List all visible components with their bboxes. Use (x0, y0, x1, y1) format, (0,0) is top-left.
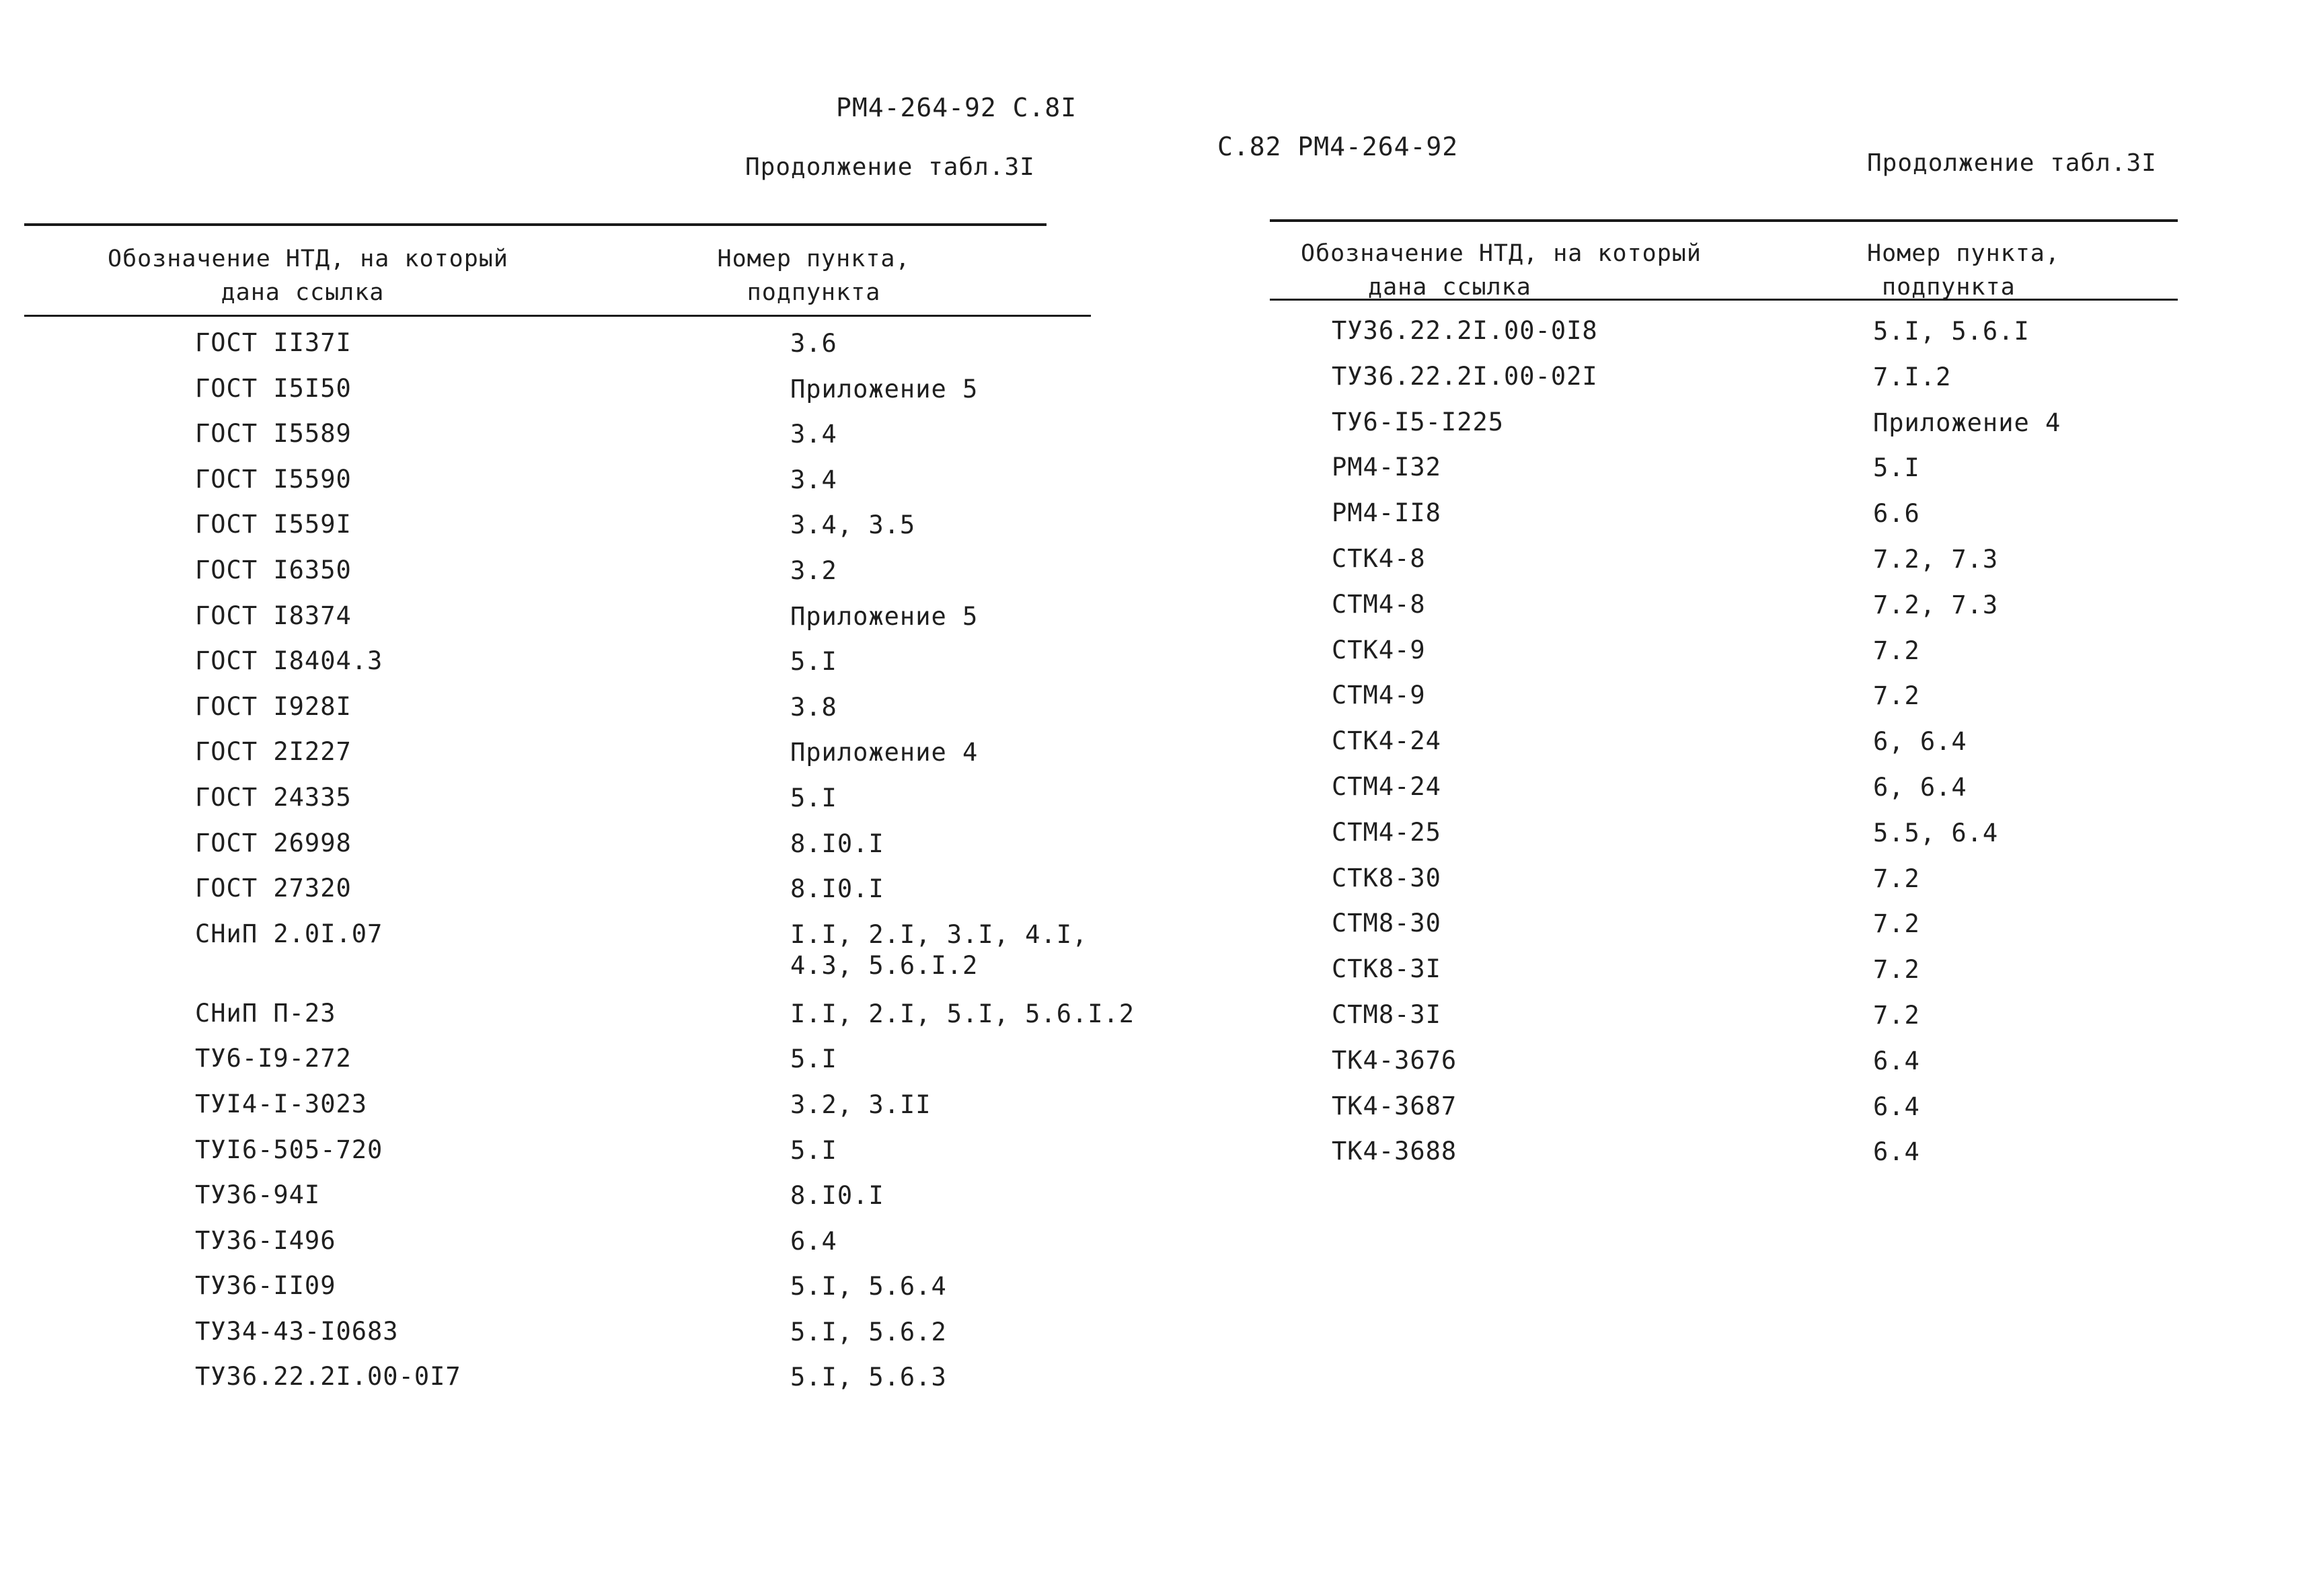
table-row (195, 692, 1137, 738)
table-row (195, 919, 1137, 999)
document-designation-cell: СТМ4-24 (1332, 771, 1441, 801)
document-designation-cell: ТУ36.22.2I.00-0I8 (1332, 316, 1598, 345)
table-row (195, 1044, 1137, 1090)
item-number-cell: 3.4, 3.5 (790, 510, 916, 540)
item-number-cell: 8.I0.I (790, 1181, 884, 1211)
document-designation-cell: ГОСТ 27320 (195, 874, 352, 903)
header-line: подпункта (747, 279, 881, 306)
table-row (1332, 498, 2273, 544)
item-number-cell: 6.4 (1873, 1092, 1920, 1121)
table-continuation-title: Продолжение табл.3I (1867, 149, 2157, 177)
document-designation-cell: ТУ34-43-I0683 (195, 1316, 399, 1346)
header-line: дана ссылка (221, 279, 385, 306)
item-number-cell: 3.4 (790, 465, 837, 494)
item-number-cell: 5.I, 5.6.I (1873, 317, 2030, 346)
table-continuation-title: Продолжение табл.3I (745, 153, 1035, 181)
table-row (1332, 1137, 2273, 1182)
item-number-cell: 5.I, 5.6.2 (790, 1317, 947, 1346)
item-number-cell: Приложение 5 (790, 374, 979, 404)
table-row (195, 556, 1137, 601)
table-row (195, 737, 1137, 783)
document-designation-cell: ГОСТ I5590 (195, 464, 352, 494)
item-number-cell: 7.I.2 (1873, 362, 1952, 391)
item-number-cell: I.I, 2.I, 5.I, 5.6.I.2 (790, 999, 1135, 1028)
document-designation-cell: ТУ36-II09 (195, 1271, 336, 1301)
table-row (195, 1362, 1137, 1408)
table-row (1332, 590, 2273, 636)
header-line: Обозначение НТД, на который (108, 245, 508, 272)
table-header-rule (24, 315, 1091, 317)
table-row (195, 999, 1137, 1044)
table-row (195, 1090, 1137, 1135)
document-designation-cell: СТМ4-9 (1332, 681, 1426, 710)
table-row (195, 646, 1137, 692)
table-row (195, 374, 1137, 420)
document-designation-cell: ТУ36-I496 (195, 1225, 336, 1255)
header-line: подпункта (1882, 274, 2016, 301)
item-number-cell: 7.2 (1873, 1000, 1920, 1030)
document-designation-cell: ТУI4-I-3023 (195, 1089, 368, 1118)
table-top-rule (24, 223, 1047, 226)
table-row (1332, 909, 2273, 954)
item-number-cell: 5.I, 5.6.3 (790, 1363, 947, 1392)
item-number-column-header (713, 242, 915, 309)
table-row (195, 465, 1137, 510)
table-row (1332, 362, 2273, 408)
table-row (195, 1135, 1137, 1181)
table-row (1332, 954, 2273, 1000)
table-row (195, 1226, 1137, 1272)
document-designation-cell: ТУ36-94I (195, 1180, 321, 1210)
table-row (195, 783, 1137, 829)
document-designation-cell: ГОСТ I928I (195, 691, 352, 721)
table-row (195, 829, 1137, 874)
document-designation-cell: РМ4-II8 (1332, 498, 1441, 528)
document-designation-cell: СТК4-9 (1332, 635, 1426, 664)
table-row (1332, 864, 2273, 909)
document-designation-cell: ТУI6-505-720 (195, 1135, 383, 1164)
document-designation-cell: ГОСТ I5I50 (195, 373, 352, 403)
table-row (1332, 726, 2273, 772)
item-number-cell: 5.I (790, 783, 837, 812)
item-number-cell: 8.I0.I (790, 874, 884, 904)
document-designation-cell: СТМ4-25 (1332, 817, 1441, 847)
document-designation-cell: СТК8-30 (1332, 863, 1441, 892)
document-designation-cell: ТУ36.22.2I.00-0I7 (195, 1362, 461, 1392)
document-designation-cell: ТУ36.22.2I.00-02I (1332, 361, 1598, 391)
item-number-cell: 7.2, 7.3 (1873, 590, 1999, 619)
item-number-column-header (1867, 237, 2060, 304)
item-number-cell: 7.2 (1873, 636, 1920, 665)
table-row (1332, 1092, 2273, 1137)
item-number-cell: 7.2 (1873, 909, 1920, 939)
table-row (195, 1317, 1137, 1363)
table-row (195, 601, 1137, 647)
reference-table-body (1332, 316, 2273, 1182)
document-designation-cell: ГОСТ I8374 (195, 601, 352, 630)
item-number-cell: 7.2, 7.3 (1873, 544, 1999, 574)
item-number-cell: 5.I, 5.6.4 (790, 1272, 947, 1301)
table-row (1332, 1046, 2273, 1092)
document-designation-cell: СТК8-3I (1332, 954, 1441, 984)
table-row (1332, 316, 2273, 362)
reference-table-body (195, 328, 1137, 1408)
item-number-cell: 6.4 (1873, 1046, 1920, 1075)
document-designation-cell: ТУ6-I5-I225 (1332, 407, 1505, 436)
designation-column-header (1301, 237, 1702, 304)
table-row (195, 510, 1137, 556)
item-number-cell: Приложение 5 (790, 601, 979, 631)
item-number-cell: 3.2 (790, 556, 837, 585)
header-line: Обозначение НТД, на который (1301, 240, 1702, 267)
item-number-cell: 7.2 (1873, 864, 1920, 893)
document-designation-cell: ТК4-3687 (1332, 1091, 1457, 1120)
item-number-cell: 6, 6.4 (1873, 772, 1967, 802)
document-designation-cell: РМ4-I32 (1332, 453, 1441, 482)
table-row (1332, 818, 2273, 864)
item-number-cell: 6.4 (1873, 1137, 1920, 1167)
document-designation-cell: ТК4-3688 (1332, 1137, 1457, 1166)
document-designation-cell: ГОСТ I559I (195, 510, 352, 539)
document-designation-cell: ГОСТ I5589 (195, 419, 352, 449)
table-row (1332, 408, 2273, 453)
document-designation-cell: СНиП 2.0I.07 (195, 919, 383, 948)
header-line: Номер пункта, (717, 245, 911, 272)
table-row (1332, 453, 2273, 498)
item-number-cell: 5.I (1873, 453, 1920, 483)
document-designation-cell: СТК4-24 (1332, 726, 1441, 756)
document-designation-cell: СТК4-8 (1332, 543, 1426, 573)
table-row (1332, 681, 2273, 726)
item-number-cell: 6.4 (790, 1226, 837, 1256)
header-line: Номер пункта, (1867, 240, 2060, 267)
table-row (195, 419, 1137, 465)
document-designation-cell: ГОСТ II37I (195, 328, 352, 357)
table-row (195, 1180, 1137, 1226)
page-header: С.82 РМ4-264-92 (1217, 132, 1459, 161)
table-row (1332, 772, 2273, 818)
header-line: дана ссылка (1368, 274, 1531, 301)
item-number-cell: 5.5, 6.4 (1873, 818, 1999, 847)
table-row (1332, 1000, 2273, 1046)
document-designation-cell: ГОСТ I6350 (195, 555, 352, 584)
item-number-cell: 6.6 (1873, 499, 1920, 529)
item-number-cell: 7.2 (1873, 955, 1920, 985)
item-number-cell: 8.I0.I (790, 829, 884, 858)
document-designation-cell: СНиП П-23 (195, 998, 336, 1028)
table-row (195, 874, 1137, 919)
item-number-cell: 5.I (790, 1044, 837, 1074)
right-page (1160, 0, 2319, 1596)
table-row (1332, 544, 2273, 590)
item-number-cell: I.I, 2.I, 3.I, 4.I, 4.3, 5.6.I.2 (790, 919, 1088, 980)
page-header: РМ4-264-92 С.8I (836, 93, 1077, 122)
item-number-cell: 3.6 (790, 329, 837, 358)
document-designation-cell: ГОСТ 2I227 (195, 737, 352, 767)
document-designation-cell: СТМ8-3I (1332, 999, 1441, 1029)
table-row (1332, 636, 2273, 681)
table-row (195, 1271, 1137, 1317)
document-designation-cell: СТМ4-8 (1332, 589, 1426, 619)
item-number-cell: 6, 6.4 (1873, 727, 1967, 757)
document-designation-cell: ГОСТ 26998 (195, 828, 352, 858)
item-number-cell: Приложение 4 (1873, 408, 2061, 437)
table-top-rule (1270, 219, 2178, 222)
document-designation-cell: ГОСТ I8404.3 (195, 646, 383, 676)
item-number-cell: 5.I (790, 647, 837, 677)
table-row (195, 328, 1137, 374)
item-number-cell: 3.4 (790, 420, 837, 449)
item-number-cell: 7.2 (1873, 681, 1920, 711)
document-designation-cell: ГОСТ 24335 (195, 782, 352, 812)
item-number-cell: Приложение 4 (790, 738, 979, 767)
document-designation-cell: СТМ8-30 (1332, 909, 1441, 938)
item-number-cell: 3.8 (790, 692, 837, 722)
designation-column-header (108, 242, 508, 309)
table-header-rule (1270, 299, 2178, 301)
document-designation-cell: ТУ6-I9-272 (195, 1044, 352, 1073)
item-number-cell: 5.I (790, 1135, 837, 1165)
item-number-cell: 3.2, 3.II (790, 1090, 932, 1119)
document-designation-cell: ТК4-3676 (1332, 1045, 1457, 1075)
